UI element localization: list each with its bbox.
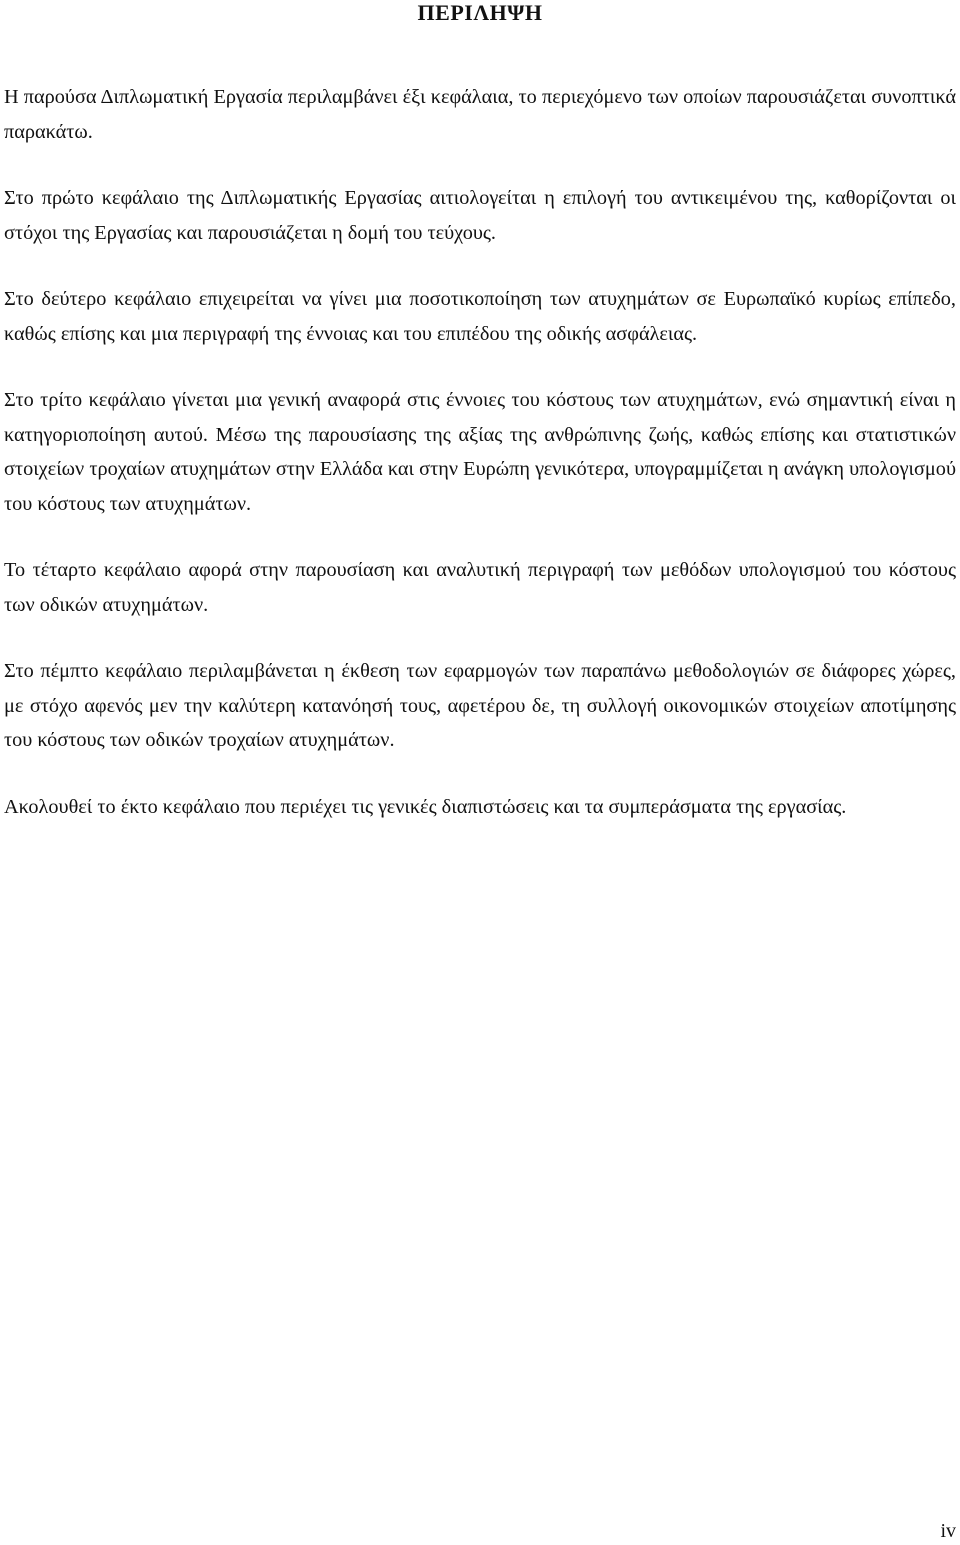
paragraph-chapter-2: Στο δεύτερο κεφάλαιο επιχειρείται να γίνει μια ποσοτικοποίηση των ατυχημάτων σε Ευρωπαϊκό κυρίως επίπεδο, καθώς επίσης και μια περιγραφή της έννοιας και του επιπέδου της οδικής ασφάλειας. [4,288,956,345]
page-title: ΠΕΡΙΛΗΨΗ [417,0,543,25]
paragraph-chapter-6: Ακολουθεί το έκτο κεφάλαιο που περιέχει τις γενικές διαπιστώσεις και τα συμπεράσματα της εργασίας. [4,795,847,818]
paragraph-chapter-1: Στο πρώτο κεφάλαιο της Διπλωματικής Εργασίας αιτιολογείται η επιλογή του αντικειμένου της, καθορίζονται οι στόχοι της Εργασίας και παρουσιάζεται η δομή του τεύχους. [4,187,956,244]
paragraph-chapter-5: Στο πέμπτο κεφάλαιο περιλαμβάνεται η έκθεση των εφαρμογών των παραπάνω μεθοδολογιών σε διάφορες χώρες, με στόχο αφενός μεν την καλύτερη κατανόησή τους, αφετέρου δε, τη συλλογή οικονομικών στοιχείων αποτίμησης του κόστους των οδικών τροχαίων ατυχημάτων. [4,660,956,751]
page-number: iv [940,1520,956,1542]
paragraph-chapter-4: Το τέταρτο κεφάλαιο αφορά στην παρουσίαση και αναλυτική περιγραφή των μεθόδων υπολογισμού του κόστους των οδικών ατυχημάτων. [4,559,956,616]
document-page [4,0,956,1545]
paragraph-intro: Η παρούσα Διπλωματική Εργασία περιλαμβάνει έξι κεφάλαια, το περιεχόμενο των οποίων παρουσιάζεται συνοπτικά παρακάτω. [4,86,956,143]
paragraph-chapter-3: Στο τρίτο κεφάλαιο γίνεται μια γενική αναφορά στις έννοιες του κόστους των ατυχημάτων, ενώ σημαντική είναι η κατηγοριοποίηση αυτού. Μέσω της παρουσίασης της αξίας της ανθρώπινης ζωής, καθώς επίσης και στατιστικών στοιχείων τροχαίων ατυχημάτων στην Ελλάδα και στην Ευρώπη γενικότερα, υπογραμμίζεται η ανάγκη υπολογισμού του κόστους των ατυχημάτων. [4,389,956,515]
